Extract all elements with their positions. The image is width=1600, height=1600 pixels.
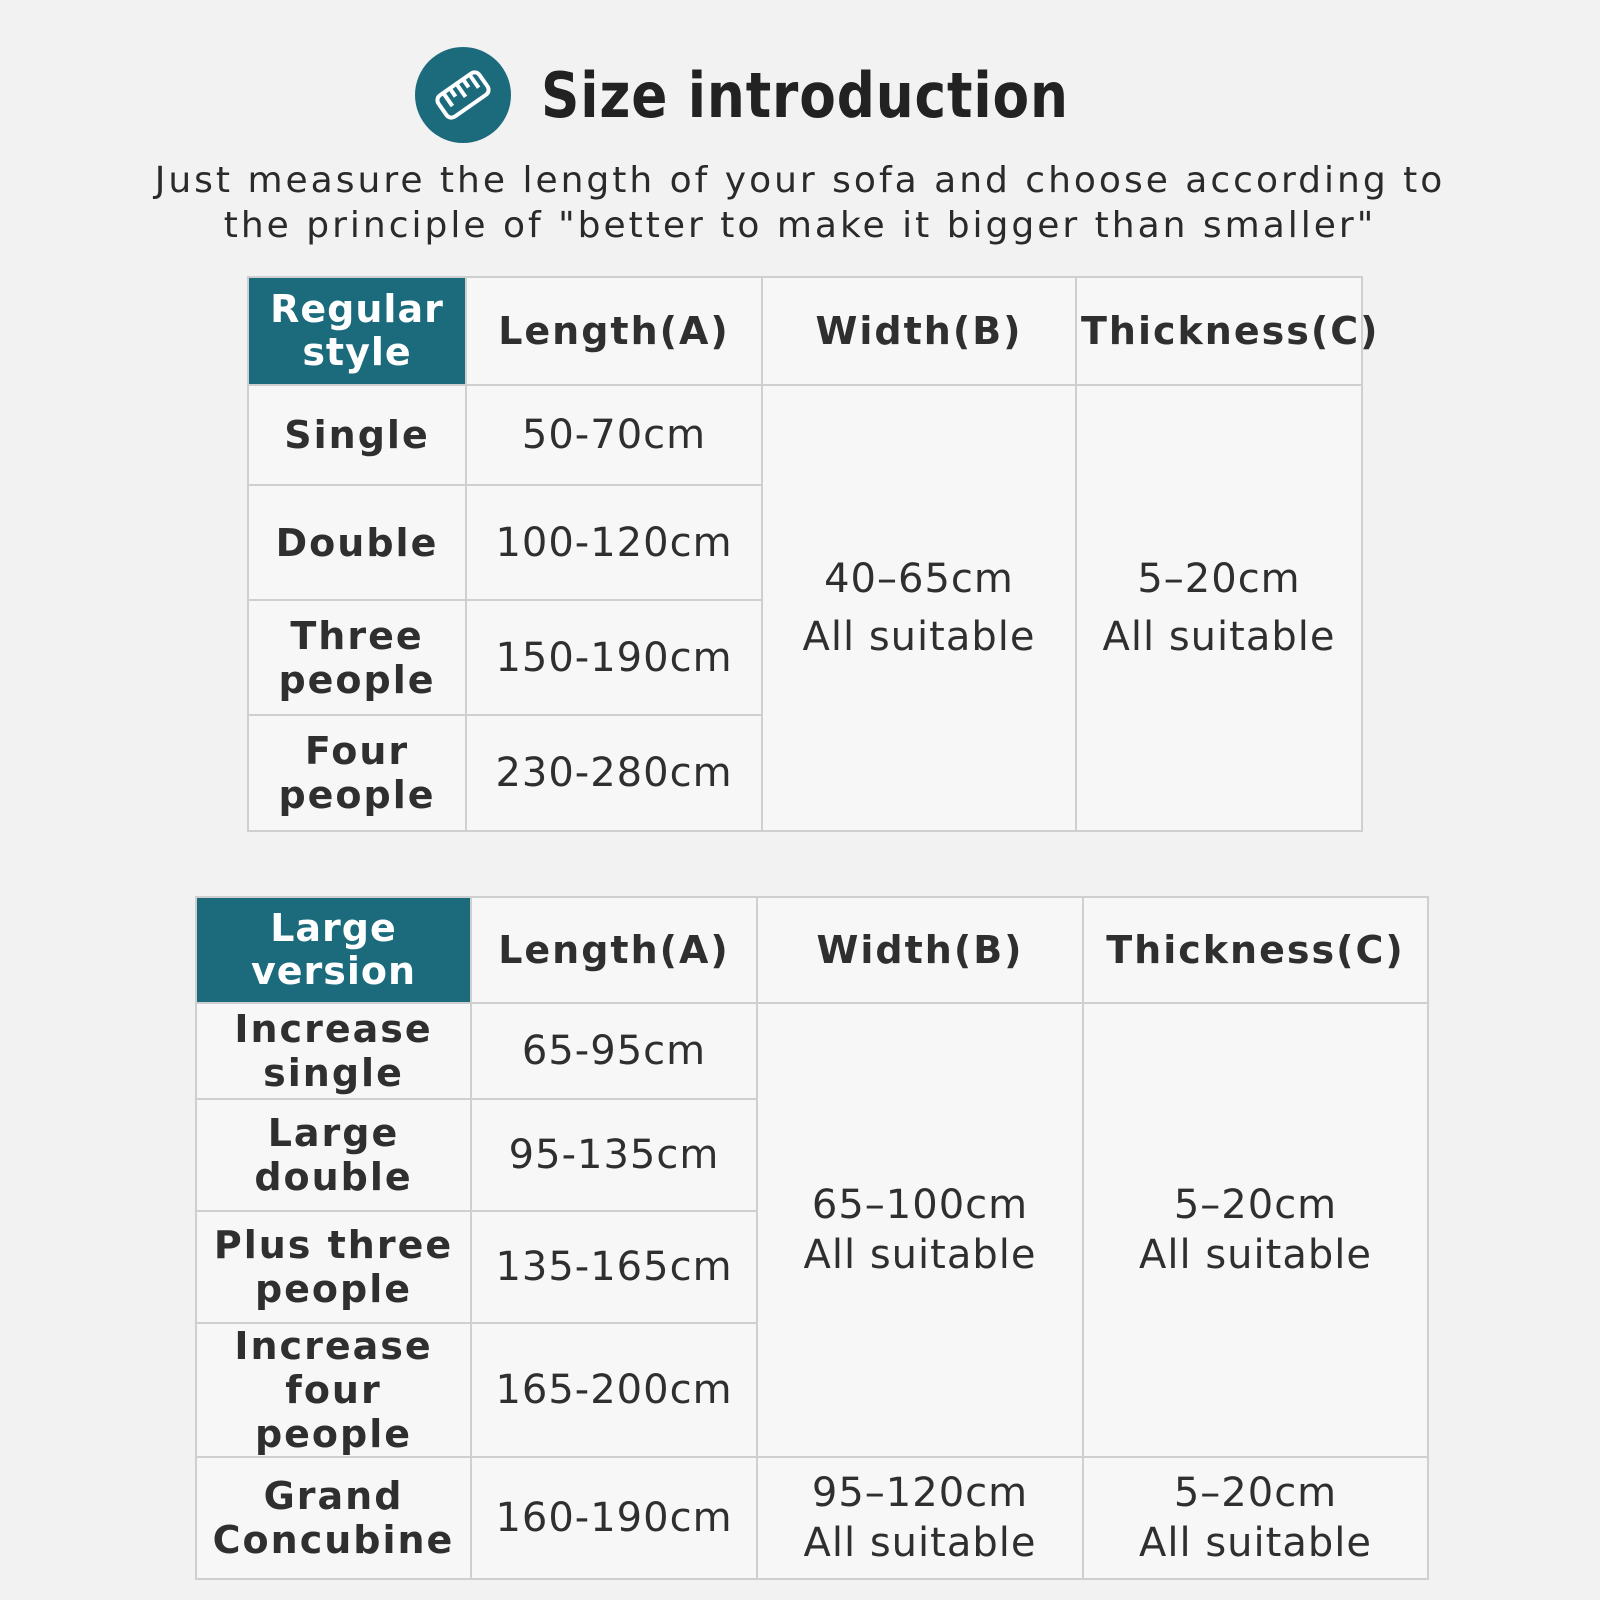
row-label-line: Four [304, 729, 410, 773]
row-label [248, 385, 466, 485]
length-value: 150-190cm [466, 600, 762, 715]
row-label-line: single [263, 1051, 404, 1095]
table-header-row [196, 897, 1428, 1003]
row-label [248, 485, 466, 600]
subtitle-line: Just measure the length of your sofa and choose according to [154, 160, 1446, 201]
row-label-line: Three [290, 613, 424, 658]
row-label [196, 1003, 471, 1099]
length-value: 135-165cm [471, 1211, 757, 1323]
row-label-line: Increase [234, 1007, 433, 1051]
row-label-line: Double [275, 520, 439, 565]
width-note: All suitable [803, 1520, 1037, 1566]
regular-style-table [247, 276, 1380, 832]
width-value: 40–65cm [824, 556, 1014, 602]
row-label-line: Concubine [212, 1518, 455, 1562]
table-header-row [248, 277, 1362, 385]
column-header-width: Width(B) [757, 897, 1083, 1003]
width-note: All suitable [802, 614, 1036, 660]
column-header-thickness: Thickness(C) [1083, 897, 1428, 1003]
row-label [196, 1099, 471, 1211]
column-header-length: Length(A) [466, 277, 762, 385]
subtitle-line: the principle of "better to make it bigger than smaller" [223, 205, 1377, 246]
width-value-cell [757, 1003, 1083, 1457]
length-value: 65-95cm [471, 1003, 757, 1099]
length-value: 100-120cm [466, 485, 762, 600]
width-note: All suitable [803, 1232, 1037, 1278]
column-header-thickness: Thickness(C) [1076, 277, 1362, 385]
ruler-icon [415, 47, 511, 143]
row-label-line: Single [284, 413, 430, 457]
page-header [0, 45, 1600, 145]
row-label-line: people [254, 1267, 413, 1311]
table-corner-label [248, 277, 466, 385]
row-label [248, 715, 466, 831]
page-subtitle [100, 158, 1500, 248]
corner-line: Large [270, 906, 397, 950]
corner-line: style [302, 330, 412, 374]
thickness-value: 5–20cm [1173, 1470, 1338, 1516]
thickness-note: All suitable [1139, 1520, 1372, 1566]
row-label-line: Large [267, 1111, 400, 1155]
width-value-cell [762, 385, 1076, 831]
corner-line: version [250, 949, 417, 993]
length-value: 230-280cm [466, 715, 762, 831]
thickness-value-cell [1076, 385, 1362, 831]
row-label-line: people [278, 657, 436, 702]
length-value: 50-70cm [466, 385, 762, 485]
thickness-value-cell [1083, 1003, 1428, 1457]
table-corner-label [196, 897, 471, 1003]
row-label [248, 600, 466, 715]
thickness-value-cell [1083, 1457, 1428, 1579]
table-row [196, 1003, 1428, 1099]
corner-line: Regular [270, 287, 444, 331]
thickness-note: All suitable [1102, 614, 1336, 660]
row-label-line: people [278, 773, 436, 817]
row-label [196, 1211, 471, 1323]
width-value: 65–100cm [811, 1182, 1029, 1228]
row-label [196, 1457, 471, 1579]
width-value-cell [757, 1457, 1083, 1579]
page-title: Size introduction [541, 58, 1069, 132]
thickness-value: 5–20cm [1137, 556, 1301, 602]
length-value: 165-200cm [471, 1323, 757, 1457]
length-value: 95-135cm [471, 1099, 757, 1211]
large-version-table [195, 896, 1429, 1580]
thickness-note: All suitable [1139, 1232, 1372, 1278]
row-label-line: Increase [234, 1324, 433, 1368]
table-row [248, 385, 1362, 485]
width-value: 95–120cm [811, 1470, 1029, 1516]
row-label-line: Grand [263, 1474, 404, 1518]
row-label-line: four people [254, 1368, 413, 1456]
row-label [196, 1323, 471, 1457]
column-header-width: Width(B) [762, 277, 1076, 385]
row-label-line: double [254, 1155, 413, 1199]
row-label-line: Plus three [213, 1223, 454, 1267]
thickness-value: 5–20cm [1173, 1182, 1338, 1228]
column-header-length: Length(A) [471, 897, 757, 1003]
table-row [196, 1457, 1428, 1579]
length-value: 160-190cm [471, 1457, 757, 1579]
